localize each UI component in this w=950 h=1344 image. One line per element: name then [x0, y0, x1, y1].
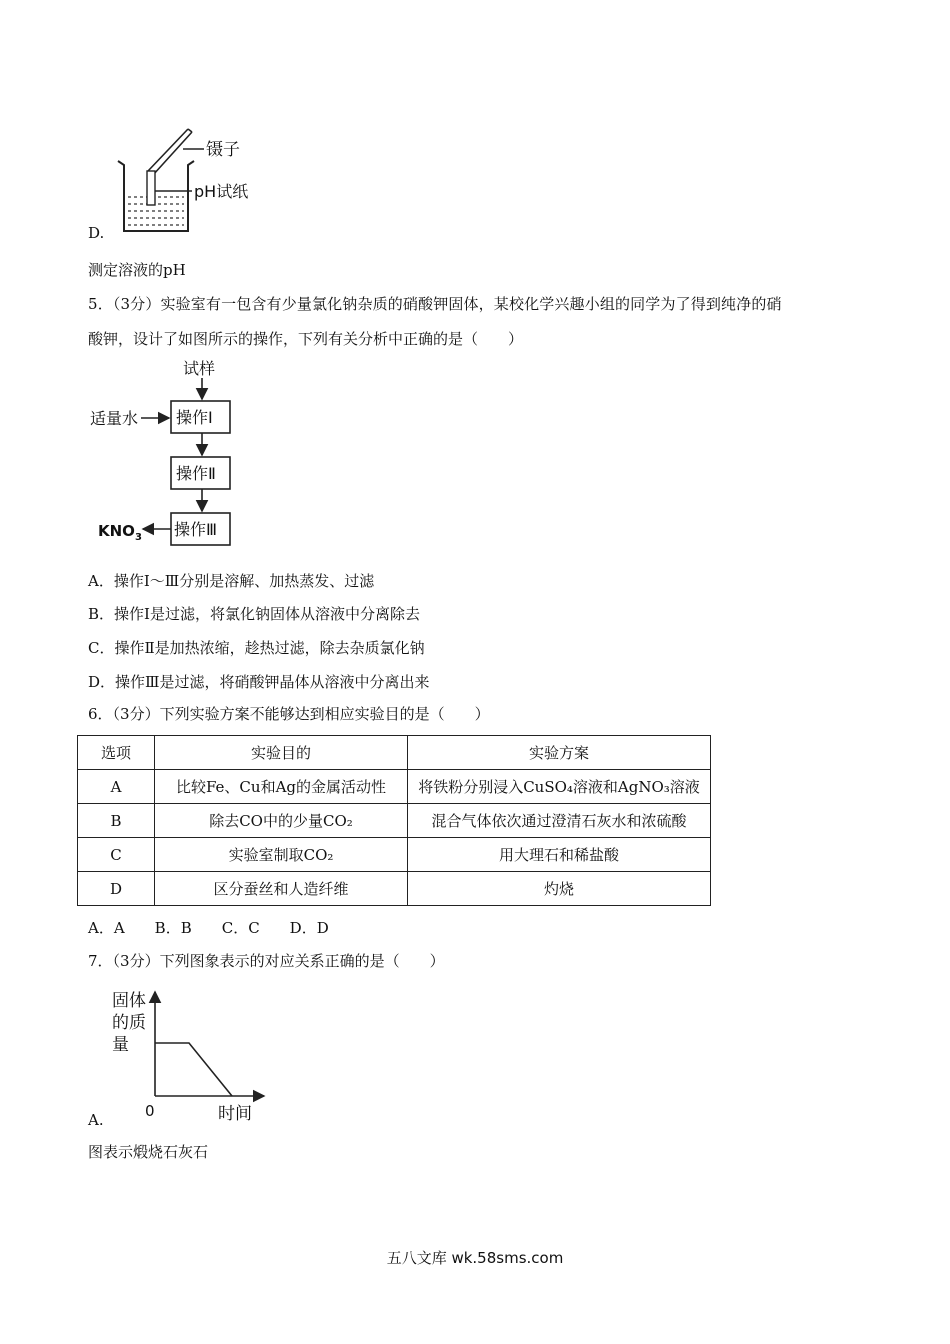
table-row — [78, 838, 711, 872]
graph-ylabel-line3: 量 — [112, 1035, 129, 1055]
table-cell: 用大理石和稀盐酸 — [408, 838, 711, 872]
table-cell: 除去CO中的少量CO₂ — [155, 804, 408, 838]
table-cell: 将铁粉分别浸入CuSO₄溶液和AgNO₃溶液 — [408, 770, 711, 804]
q6-stem: 6．（3分）下列实验方案不能够达到相应实验目的是（ ） — [88, 705, 490, 723]
table-header-cell: 实验目的 — [155, 736, 408, 770]
flow-water-label: 适量水 — [90, 409, 139, 428]
ph-paper-label: pH试纸 — [194, 182, 249, 201]
table-header-row — [78, 736, 711, 770]
q5-option-b[interactable]: B．操作Ⅰ是过滤，将氯化钠固体从溶液中分离除去 — [88, 605, 420, 623]
flow-sample-label: 试样 — [183, 359, 216, 378]
q7-graph-a — [108, 986, 278, 1126]
table-cell: 比较Fe、Cu和Ag的金属活动性 — [155, 770, 408, 804]
table-header-cell: 实验方案 — [408, 736, 711, 770]
page-footer: 五八文库 wk.58sms.com — [386, 1249, 564, 1267]
table-cell: C — [78, 838, 155, 872]
q6-experiment-table — [77, 735, 711, 906]
graph-ylabel-line1: 固体 — [112, 991, 146, 1011]
graph-origin-label: 0 — [145, 1102, 155, 1120]
q7-option-a-letter: A. — [88, 1111, 104, 1129]
table-cell: A — [78, 770, 155, 804]
q7-option-a-caption: 图表示煅烧石灰石 — [88, 1143, 209, 1161]
table-row — [78, 770, 711, 804]
graph-curve — [155, 1043, 232, 1096]
graph-ylabel-line2: 的质 — [112, 1013, 146, 1033]
q4-option-d-letter: D. — [88, 224, 105, 242]
q6-answer-options[interactable]: A．A B．B C．C D．D — [88, 919, 329, 937]
table-cell: 实验室制取CO₂ — [155, 838, 408, 872]
flow-op1-label: 操作Ⅰ — [176, 408, 213, 427]
q5-flowchart — [85, 356, 255, 552]
table-cell: 区分蚕丝和人造纤维 — [155, 872, 408, 906]
flow-op2-label: 操作Ⅱ — [176, 464, 216, 483]
table-cell: 灼烧 — [408, 872, 711, 906]
q5-stem-line1: 5．（3分）实验室有一包含有少量氯化钠杂质的硝酸钾固体，某校化学兴趣小组的同学为了得到纯净的硝 — [88, 295, 782, 313]
table-row — [78, 804, 711, 838]
table-cell: D — [78, 872, 155, 906]
q7-stem: 7．（3分）下列图象表示的对应关系正确的是（ ） — [88, 952, 445, 970]
q5-option-c[interactable]: C．操作Ⅱ是加热浓缩，趁热过滤，除去杂质氯化钠 — [88, 639, 425, 657]
table-cell: B — [78, 804, 155, 838]
q5-option-a[interactable]: A．操作Ⅰ～Ⅲ分别是溶解、加热蒸发、过滤 — [88, 572, 375, 590]
beaker-ph-figure — [108, 125, 268, 240]
table-cell: 混合气体依次通过澄清石灰水和浓硫酸 — [408, 804, 711, 838]
table-header-cell: 选项 — [78, 736, 155, 770]
q5-stem-line2: 酸钾，设计了如图所示的操作，下列有关分析中正确的是（ ） — [88, 330, 524, 348]
flow-op3-label: 操作Ⅲ — [174, 520, 218, 539]
tweezers-label: 镊子 — [206, 140, 240, 160]
table-row — [78, 872, 711, 906]
q5-option-d[interactable]: D．操作Ⅲ是过滤，将硝酸钾晶体从溶液中分离出来 — [88, 673, 430, 691]
q4-option-d-caption: 测定溶液的pH — [88, 261, 186, 279]
graph-xlabel: 时间 — [218, 1104, 252, 1124]
flow-product-label: $KNO_3$ — [98, 522, 142, 543]
